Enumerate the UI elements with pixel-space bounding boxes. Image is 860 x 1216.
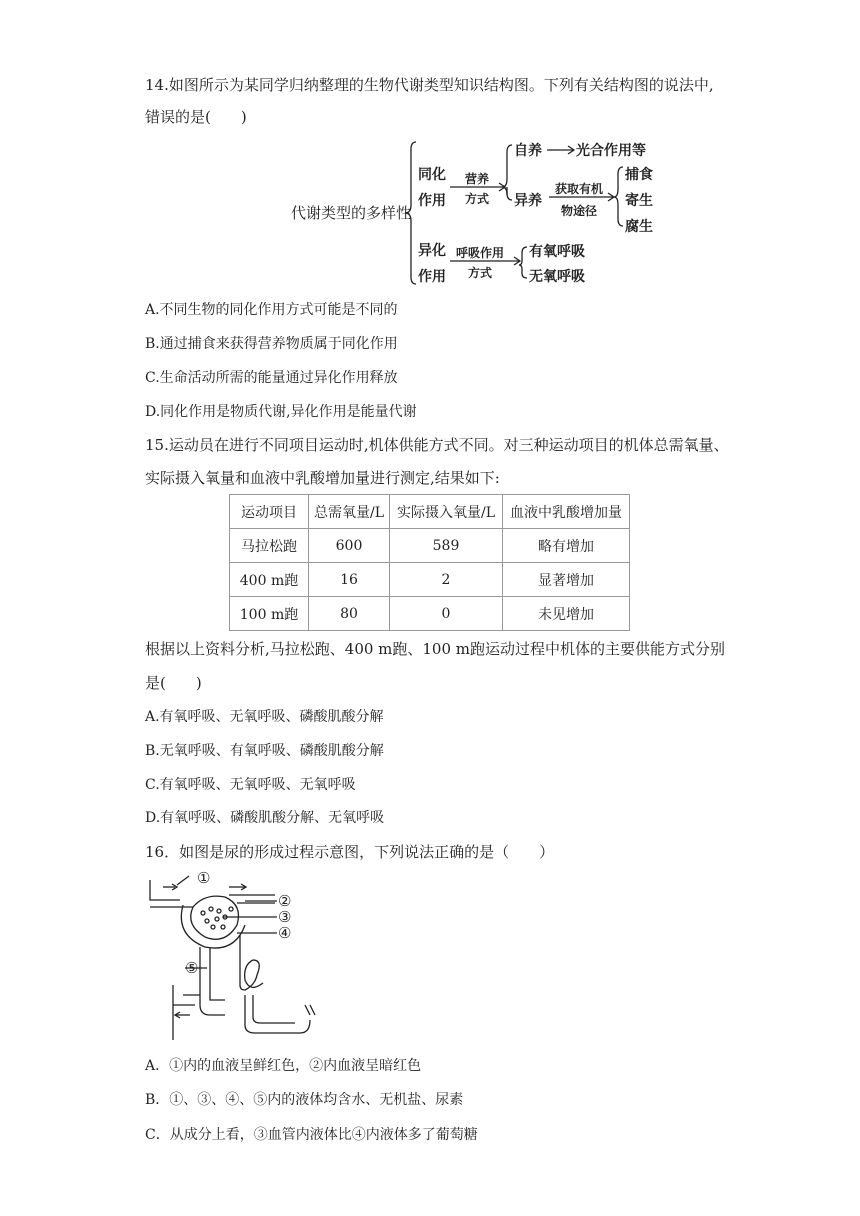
q16-option-c: C．从成分上看，③血管内液体比④内液体多了葡萄糖 bbox=[145, 1127, 478, 1143]
table-cell: 400 m跑 bbox=[230, 563, 309, 597]
table-cell: 100 m跑 bbox=[230, 597, 309, 631]
table-cell: 600 bbox=[309, 529, 390, 563]
q14-option-a: A.不同生物的同化作用方式可能是不同的 bbox=[145, 302, 398, 318]
diagram-photosynthesis: 光合作用等 bbox=[576, 143, 646, 159]
label-2: ② bbox=[278, 892, 292, 910]
q15-after-line1: 根据以上资料分析,马拉松跑、400 m跑、100 m跑运动过程中机体的主要供能方式分别 bbox=[145, 640, 726, 658]
q15-after-line2: 是( ) bbox=[145, 674, 202, 692]
diagram-organic-1: 获取有机 bbox=[555, 182, 604, 196]
table-header-cell: 总需氧量/L bbox=[309, 495, 390, 529]
q15-option-c: C.有氧呼吸、无氧呼吸、无氧呼吸 bbox=[145, 777, 356, 793]
diagram-dissimilation-2: 作用 bbox=[418, 269, 446, 285]
table-cell: 16 bbox=[309, 563, 390, 597]
metabolism-structure-diagram bbox=[285, 137, 665, 287]
diagram-autotroph: 自养 bbox=[514, 143, 542, 159]
table-cell: 未见增加 bbox=[503, 597, 630, 631]
diagram-assimilation-1: 同化 bbox=[418, 167, 446, 183]
q15-option-a: A.有氧呼吸、无氧呼吸、磷酸肌酸分解 bbox=[145, 709, 384, 725]
table-cell: 589 bbox=[390, 529, 503, 563]
table-header-cell: 运动项目 bbox=[230, 495, 309, 529]
q16-option-b: B．①、③、④、⑤内的液体均含水、无机盐、尿素 bbox=[145, 1092, 464, 1108]
diagram-nutrition-2: 方式 bbox=[465, 192, 490, 206]
table-cell: 80 bbox=[309, 597, 390, 631]
q15-stem-line1: 15.运动员在进行不同项目运动时,机体供能方式不同。对三种运动项目的机体总需氧量、 bbox=[145, 436, 729, 454]
label-3: ③ bbox=[278, 908, 292, 926]
diagram-predation: 捕食 bbox=[625, 167, 653, 183]
q14-option-b: B.通过捕食来获得营养物质属于同化作用 bbox=[145, 336, 398, 352]
diagram-dissimilation-1: 异化 bbox=[418, 243, 446, 259]
diagram-aerobic: 有氧呼吸 bbox=[529, 244, 585, 260]
oxygen-lactate-table bbox=[229, 494, 630, 631]
table-row bbox=[230, 563, 630, 597]
diagram-respiration-1: 呼吸作用 bbox=[456, 246, 505, 260]
q16-option-a: A．①内的血液呈鲜红色，②内血液呈暗红色 bbox=[145, 1058, 422, 1074]
diagram-saprophytism: 腐生 bbox=[625, 219, 653, 235]
q14-option-c: C.生命活动所需的能量通过异化作用释放 bbox=[145, 370, 398, 386]
table-row bbox=[230, 529, 630, 563]
diagram-organic-2: 物途径 bbox=[561, 204, 598, 218]
nephron-figure bbox=[145, 865, 325, 1045]
q15-stem-line2: 实际摄入氧量和血液中乳酸增加量进行测定,结果如下: bbox=[145, 469, 500, 487]
diagram-nutrition-1: 营养 bbox=[465, 172, 490, 186]
q14-stem-line1: 14.如图所示为某同学归纳整理的生物代谢类型知识结构图。下列有关结构图的说法中, bbox=[145, 76, 714, 94]
q15-option-b: B.无氧呼吸、有氧呼吸、磷酸肌酸分解 bbox=[145, 743, 384, 759]
label-4: ④ bbox=[278, 924, 292, 942]
table-cell: 略有增加 bbox=[503, 529, 630, 563]
q16-stem: 16．如图是尿的形成过程示意图，下列说法正确的是（ ） bbox=[145, 843, 555, 861]
table-row bbox=[230, 597, 630, 631]
table-header-row bbox=[230, 495, 630, 529]
nephron-drawing bbox=[145, 865, 325, 1045]
table-cell: 显著增加 bbox=[503, 563, 630, 597]
diagram-parasitism: 寄生 bbox=[625, 193, 653, 209]
diagram-assimilation-2: 作用 bbox=[418, 193, 446, 209]
diagram-root: 代谢类型的多样性 bbox=[291, 204, 412, 222]
table-cell: 0 bbox=[390, 597, 503, 631]
q14-stem-line2: 错误的是( ) bbox=[145, 108, 247, 126]
diagram-respiration-2: 方式 bbox=[468, 266, 493, 280]
q15-option-d: D.有氧呼吸、磷酸肌酸分解、无氧呼吸 bbox=[145, 810, 385, 826]
diagram-anaerobic: 无氧呼吸 bbox=[529, 269, 585, 285]
table-header-cell: 血液中乳酸增加量 bbox=[503, 495, 630, 529]
label-5: ⑤ bbox=[185, 959, 199, 977]
table-header-cell: 实际摄入氧量/L bbox=[390, 495, 503, 529]
q14-option-d: D.同化作用是物质代谢,异化作用是能量代谢 bbox=[145, 404, 417, 420]
label-1: ① bbox=[197, 869, 211, 887]
table-cell: 2 bbox=[390, 563, 503, 597]
diagram-heterotroph: 异养 bbox=[514, 193, 542, 209]
table-cell: 马拉松跑 bbox=[230, 529, 309, 563]
